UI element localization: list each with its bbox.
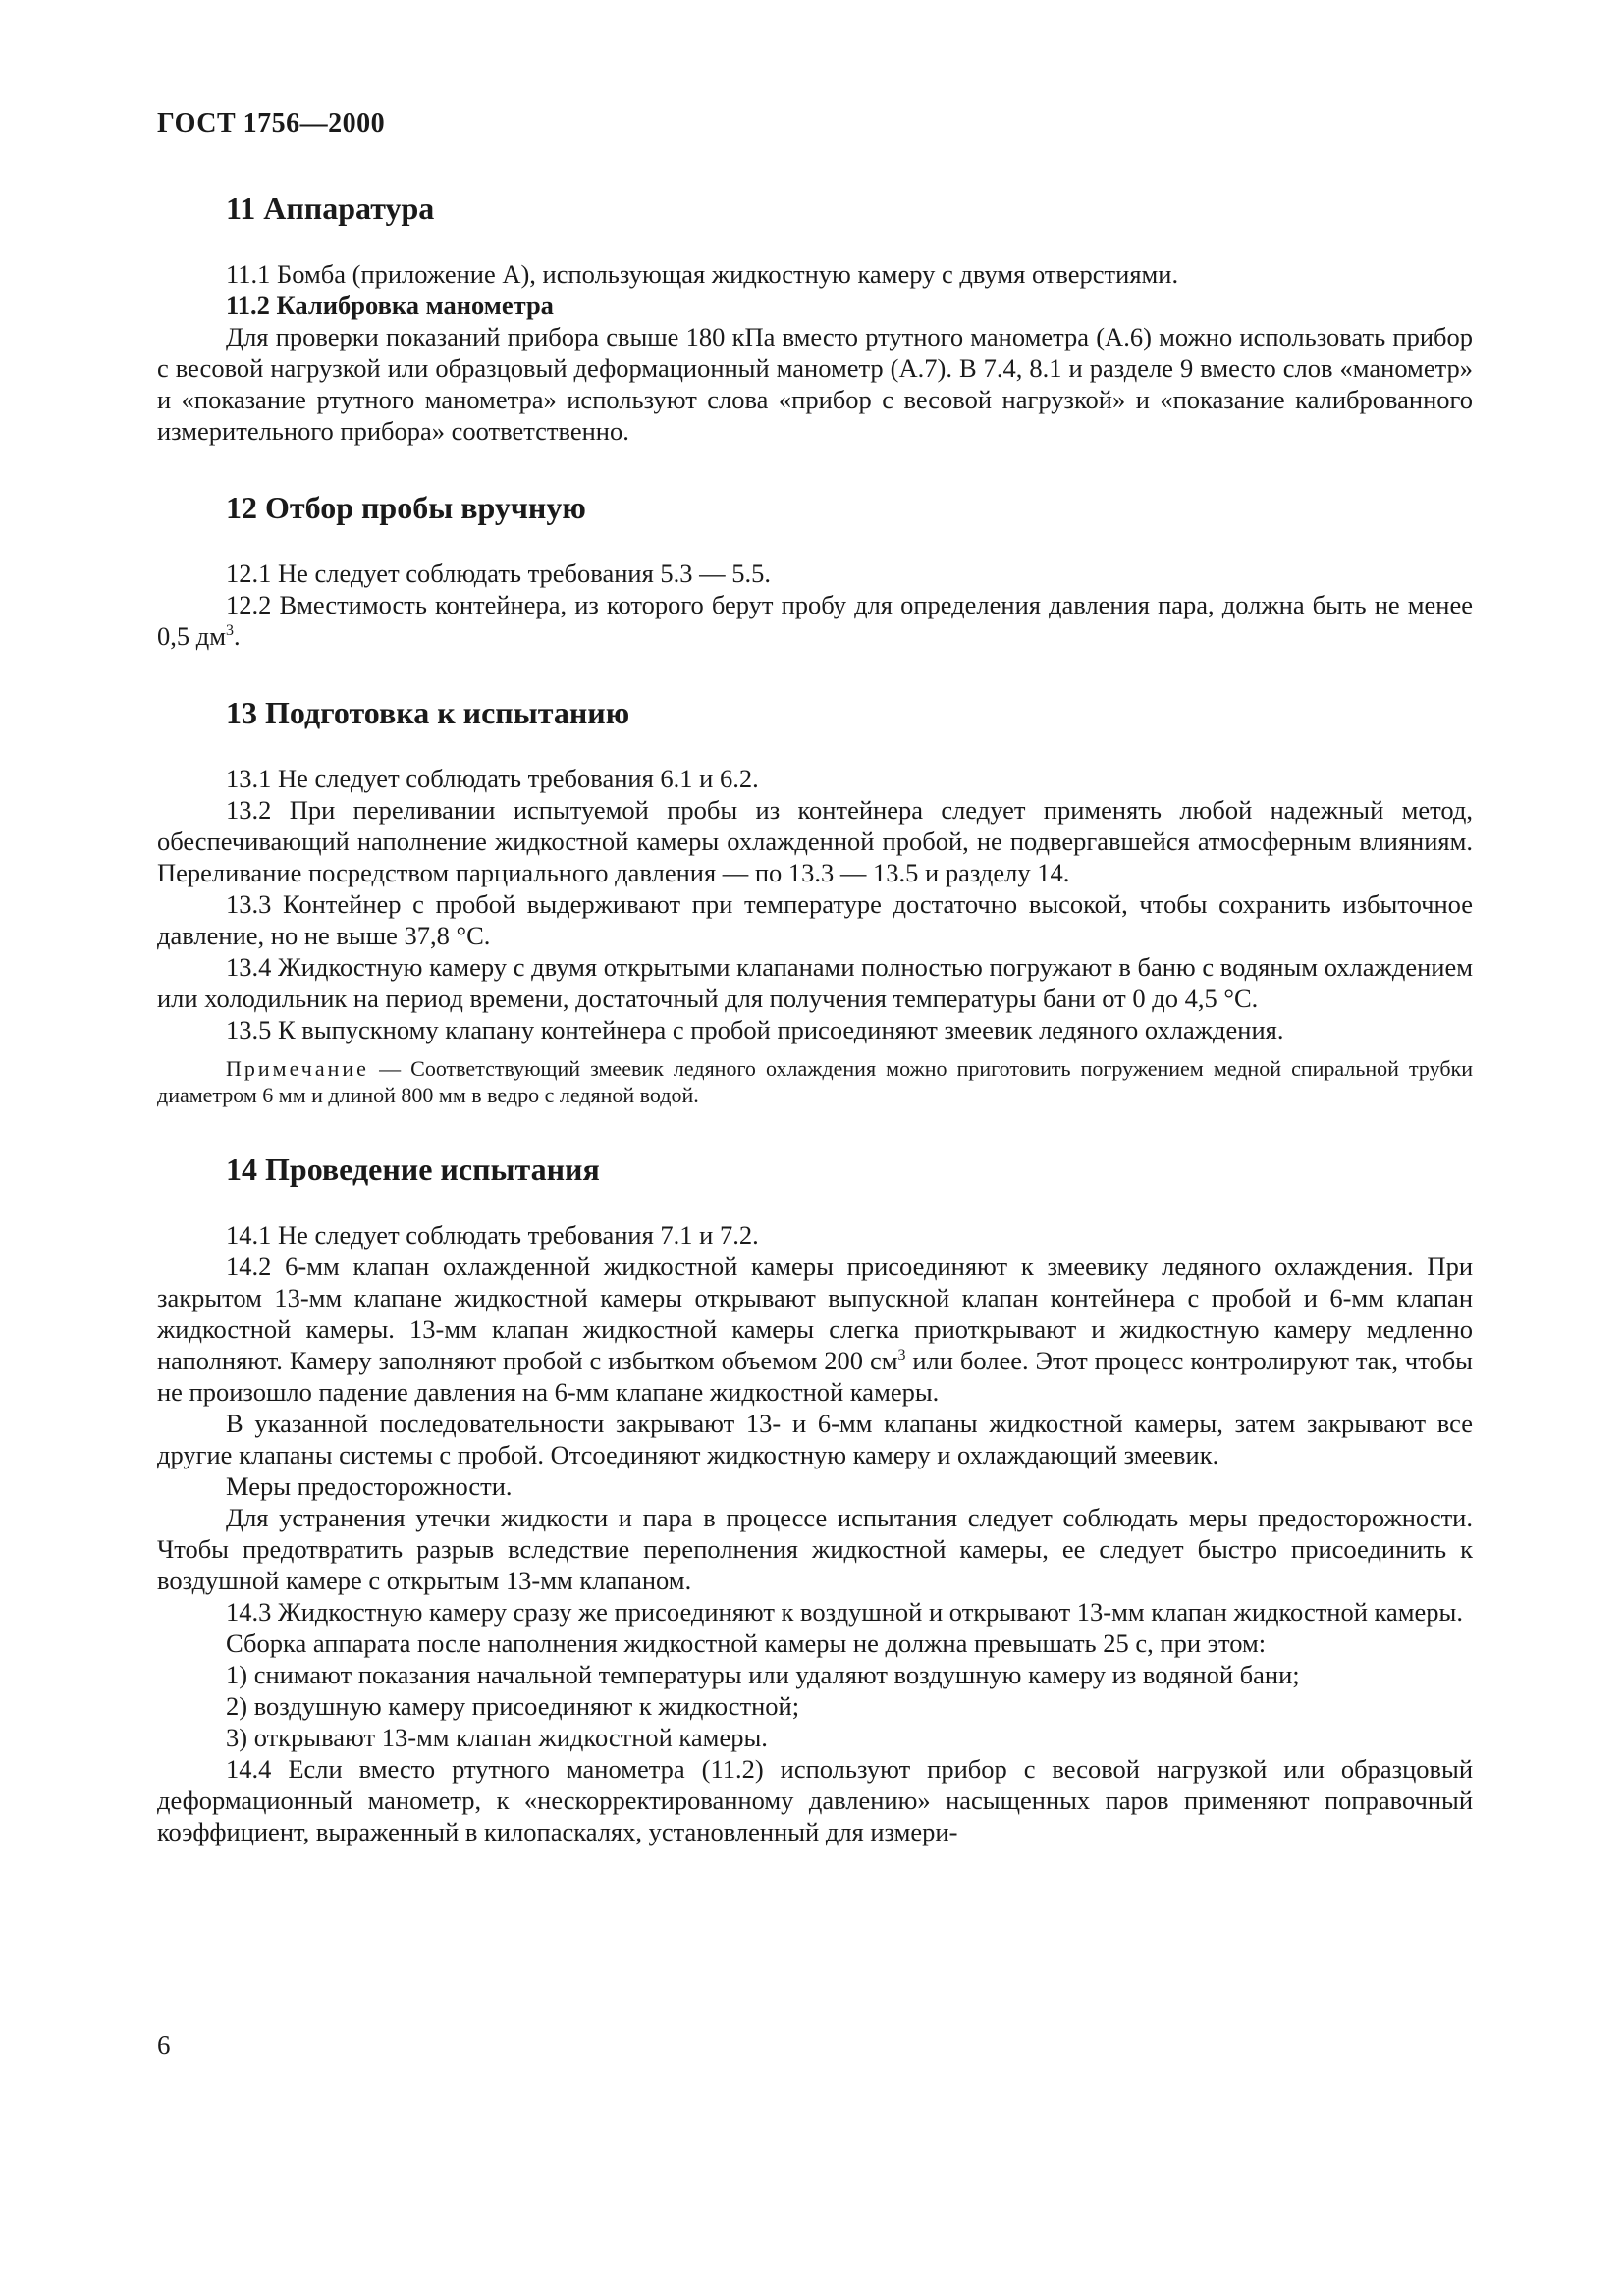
document-page bbox=[157, 108, 1473, 1891]
paragraph: Сборка аппарата после наполнения жидкостной камеры не должна превышать 25 с, при этом: bbox=[226, 1629, 1267, 1658]
doc-code: ГОСТ 1756—2000 bbox=[157, 108, 386, 138]
paragraph: Для устранения утечки жидкости и пара в процессе испытания следует соблюдать меры предосторожности. Чтобы предотвратить разрыв вследствие переполнения жидкостной камеры, ее следует быстро присоединить к воздушной камере с открытым 13-мм клапаном. bbox=[157, 1503, 1473, 1595]
paragraph: 13.5 К выпускному клапану контейнера с пробой присоединяют змеевик ледяного охлаждения. bbox=[226, 1015, 1284, 1044]
section-14 bbox=[157, 1151, 1473, 1847]
paragraph: Для проверки показаний прибора свыше 180 кПа вместо ртутного манометра (А.6) можно использовать прибор с весовой нагрузкой или образцовый деформационный манометр (А.7). В 7.4, 8.1 и разделе 9 вместо слов «манометр» и «показание ртутного манометра» используют слова «прибор с весовой нагрузкой» и «показание калиброванного измерительного прибора» соответственно. bbox=[157, 322, 1473, 446]
paragraph: 14.4 Если вместо ртутного манометра (11.2) используют прибор с весовой нагрузкой или образцовый деформационный манометр, к «нескорректированному давлению» насыщенных паров применяют поправочный коэффициент, выраженный в килопаскалях, установленный для измери- bbox=[157, 1754, 1473, 1846]
note bbox=[157, 1055, 1473, 1108]
section-13 bbox=[157, 695, 1473, 1108]
page-number: 6 bbox=[157, 2030, 171, 2059]
section-12 bbox=[157, 490, 1473, 652]
paragraph: 14.3 Жидкостную камеру сразу же присоединяют к воздушной и открывают 13-мм клапан жидкостной камеры. bbox=[226, 1597, 1463, 1627]
section-11 bbox=[157, 190, 1473, 447]
text-run: . bbox=[234, 621, 241, 651]
paragraph: 13.4 Жидкостную камеру с двумя открытыми клапанами полностью погружают в баню с водяным охлаждением или холодильник на период времени, достаточный для получения температуры бани от 0 до 4,5 °С. bbox=[157, 952, 1473, 1013]
section-title: 11 Аппаратура bbox=[226, 190, 435, 226]
paragraph: Меры предосторожности. bbox=[226, 1471, 513, 1501]
section-title: 12 Отбор пробы вручную bbox=[226, 490, 586, 525]
list-item: 2) воздушную камеру присоединяют к жидкостной; bbox=[226, 1691, 800, 1721]
text-run: 14.2 6-мм клапан охлажденной жидкостной камеры присоединяют к змеевику ледяного охлаждения. При закрытом 13-мм клапане жидкостной камеры открывают выпускной клапан контейнера с пробой и 6-мм клапан жидкостной камеры. 13-мм клапан жидкостной камеры слегка приоткрывают и жидкостную камеру медленно наполняют. Камеру заполняют пробой с избытком объемом 200 см bbox=[157, 1252, 1473, 1375]
section-title: 14 Проведение испытания bbox=[226, 1151, 600, 1187]
superscript: 3 bbox=[226, 622, 235, 639]
subsection-heading: 11.2 Калибровка манометра bbox=[226, 291, 554, 320]
paragraph bbox=[157, 589, 1473, 652]
paragraph: 14.1 Не следует соблюдать требования 7.1 и 7.2. bbox=[226, 1220, 759, 1250]
paragraph: В указанной последовательности закрывают 13- и 6-мм клапаны жидкостной камеры, затем закрывают все другие клапаны системы с пробой. Отсоединяют жидкостную камеру и охлаждающий змеевик. bbox=[157, 1409, 1473, 1469]
list-item: 3) открывают 13-мм клапан жидкостной камеры. bbox=[226, 1723, 768, 1752]
superscript: 3 bbox=[897, 1347, 906, 1363]
paragraph: 11.1 Бомба (приложение А), использующая жидкостную камеру с двумя отверстиями. bbox=[226, 259, 1179, 289]
list-item: 1) снимают показания начальной температуры или удаляют воздушную камеру из водяной бани; bbox=[226, 1660, 1300, 1689]
text-run: 12.2 Вместимость контейнера, из которого берут пробу для определения давления пара, должна быть не менее 0,5 дм bbox=[157, 590, 1473, 651]
paragraph bbox=[157, 1251, 1473, 1408]
paragraph: 13.2 При переливании испытуемой пробы из контейнера следует применять любой надежный метод, обеспечивающий наполнение жидкостной камеры охлажденной пробой, не подвергавшейся атмосферным влияниям. Переливание посредством парциального давления — по 13.3 — 13.5 и разделу 14. bbox=[157, 795, 1473, 887]
section-title: 13 Подготовка к испытанию bbox=[226, 695, 630, 730]
note-text: — Соответствующий змеевик ледяного охлаждения можно приготовить погружением медной спиральной трубки диаметром 6 мм и длиной 800 мм в ведро с ледяной водой. bbox=[157, 1056, 1473, 1107]
paragraph: 13.1 Не следует соблюдать требования 6.1 и 6.2. bbox=[226, 764, 759, 793]
paragraph: 12.1 Не следует соблюдать требования 5.3 — 5.5. bbox=[226, 559, 772, 588]
text-run: или более. Этот процесс контролируют так, чтобы не произошло падение давления на 6-мм клапане жидкостной камеры. bbox=[157, 1346, 1473, 1407]
note-label: Примечание bbox=[226, 1056, 369, 1081]
paragraph: 13.3 Контейнер с пробой выдерживают при температуре достаточно высокой, чтобы сохранить избыточное давление, но не выше 37,8 °С. bbox=[157, 889, 1473, 950]
